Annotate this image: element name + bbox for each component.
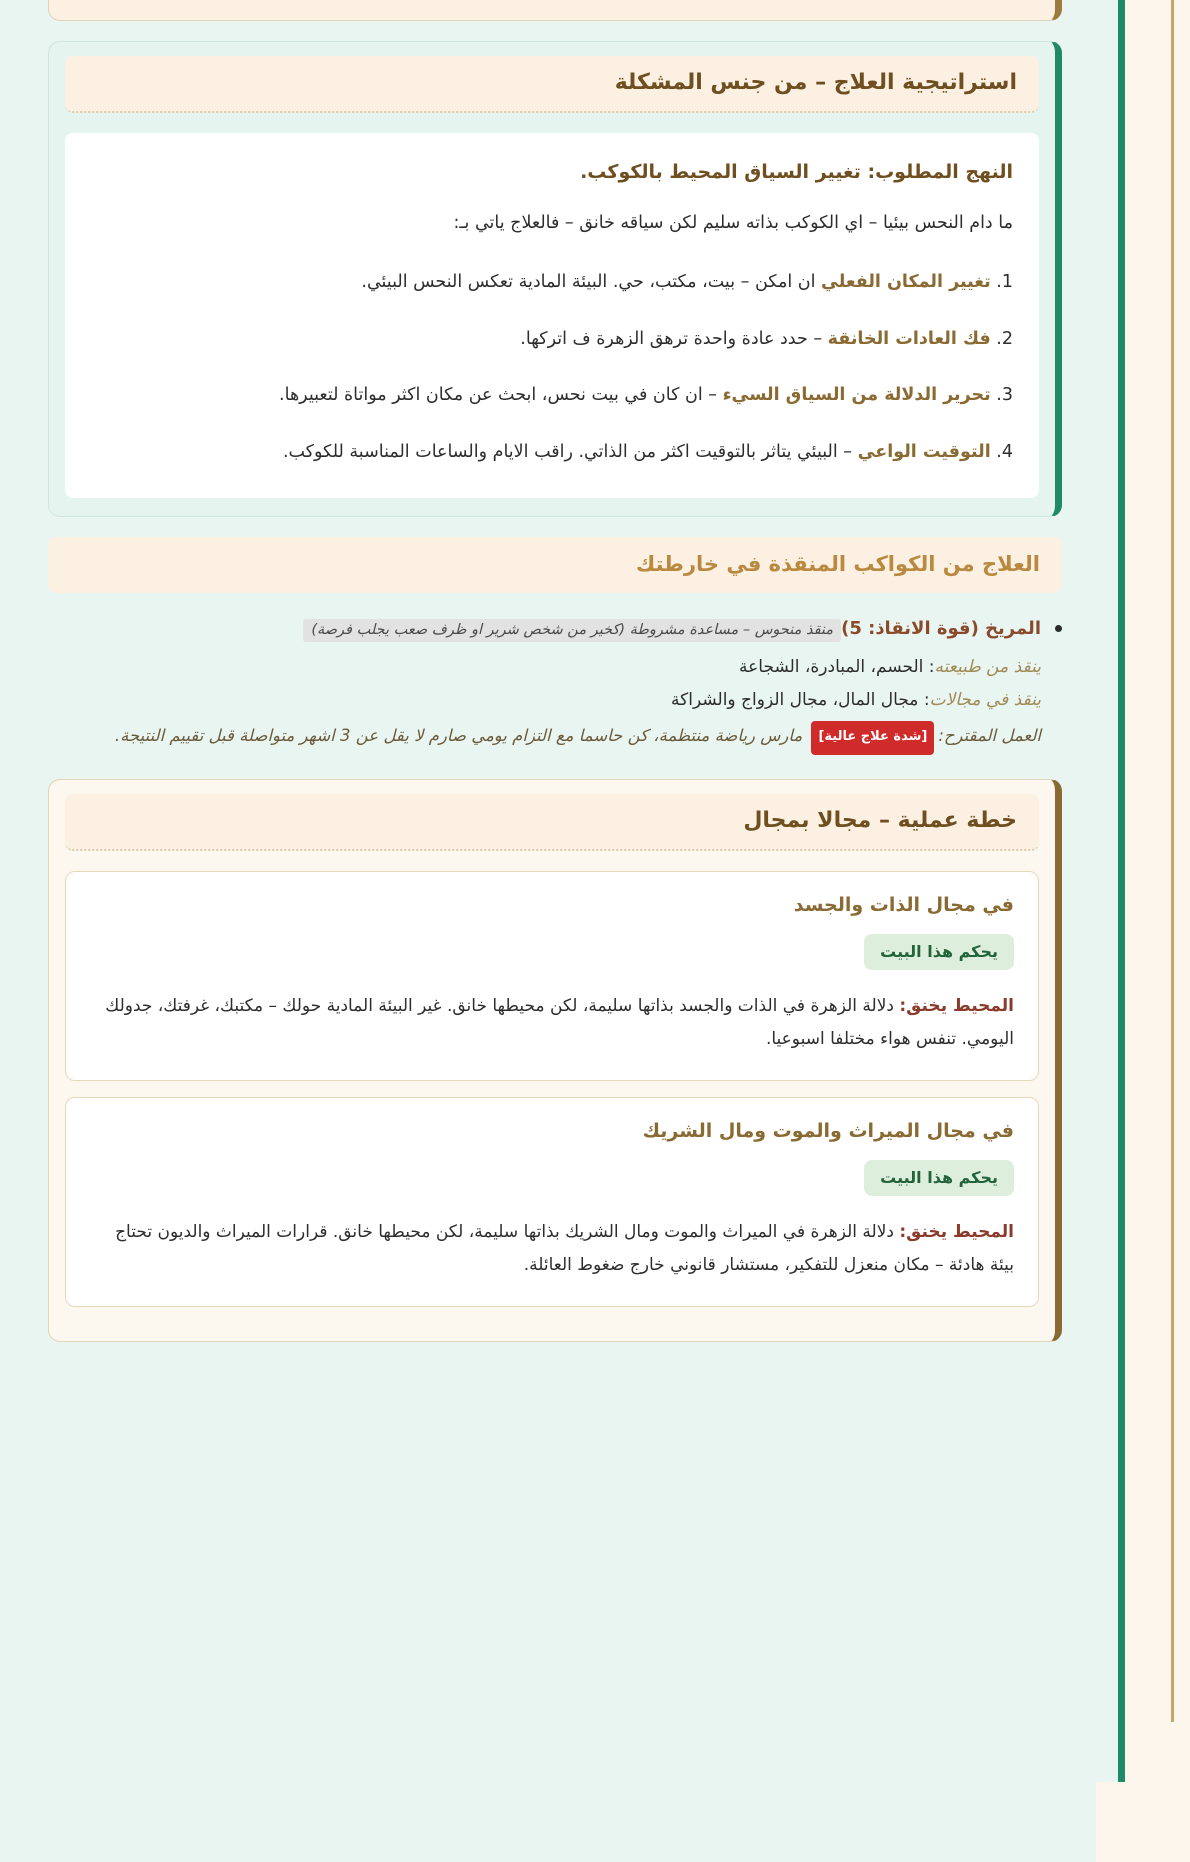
plan-area-text-label: المحيط يخنق:: [899, 1222, 1014, 1243]
rescuers-list: [48, 613, 1062, 755]
plan-area-title: في مجال الميراث والموت ومال الشريك: [642, 1120, 1014, 1143]
plan-header: [65, 794, 1039, 851]
rescuer-fields-value: : مجال المال، مجال الزواج والشراكة: [671, 690, 930, 711]
rescuer-nature-value: : الحسم، المبادرة، الشجاعة: [739, 656, 935, 677]
rescuer-action: [48, 719, 1041, 755]
strategy-item-text: – ان كان في بيت نحس، ابحث عن مكان اكثر مواتاة لتعبيرها.: [279, 385, 723, 406]
plan-area-text-label: المحيط يخنق:: [899, 995, 1014, 1016]
strategy-item-title: تحرير الدلالة من السياق السيء: [722, 385, 991, 406]
rescuer-fields: [48, 684, 1041, 717]
intensity-badge: [شدة علاج عالية]: [811, 721, 934, 755]
rescuers-header: العلاج من الكواكب المنقذة في خارطتك: [48, 537, 1062, 593]
rescuer-nature: [48, 651, 1041, 684]
plan-area-card: [65, 1097, 1039, 1307]
strategy-panel: [65, 133, 1039, 498]
plan-area-title: في مجال الذات والجسد: [793, 893, 1014, 916]
strategy-item: [91, 437, 1013, 468]
list-item: [48, 613, 1062, 755]
strategy-item-title: تغيير المكان الفعلي: [821, 272, 991, 293]
bullet-dot-icon: [1055, 625, 1062, 632]
strategy-item-number: 4.: [996, 441, 1013, 462]
plan-area-card: [65, 871, 1039, 1081]
strategy-item-text: ان امكن – بيت، مكتب، حي. البيئة المادية تعكس النحس البيئي.: [361, 272, 822, 293]
house-ruler-chip: يحكم هذا البيت: [864, 934, 1014, 970]
strategy-item-number: 3.: [996, 385, 1013, 406]
plan-header-title: خطة عملية – مجالا بمجال: [743, 807, 1017, 833]
rescuer-fields-label: ينقذ في مجالات: [929, 690, 1041, 711]
rescuer-action-label: العمل المقترح:: [938, 726, 1041, 746]
house-ruler-chip: يحكم هذا البيت: [864, 1160, 1014, 1196]
strategy-intro: ما دام النحس بيئيا – اي الكوكب بذاته سليم لكن سياقه خانق – فالعلاج ياتي بـ:: [453, 213, 1013, 234]
strategy-item-number: 1.: [996, 272, 1013, 293]
strategy-item: [91, 267, 1013, 298]
strategy-item-text: – البيئي يتاثر بالتوقيت اكثر من الذاتي. راقب الايام والساعات المناسبة للكوكب.: [282, 441, 858, 462]
plan-area-text-body: دلالة الزهرة في الميراث والموت ومال الشريك بذاتها سليمة، لكن محيطها خانق. قرارات الميراث والديون تحتاج بيئة هادئة – مكان منعزل للتفكير، مستشار قانوني خارج ضغوط العائلة.: [115, 1222, 1014, 1276]
rescuer-action-text: مارس رياضة منتظمة، كن حاسما مع التزام يومي صارم لا يقل عن 3 اشهر متواصلة قبل تقييم النتيجة.: [114, 726, 808, 746]
rescuer-body: [48, 613, 1041, 755]
strategy-header: [65, 56, 1039, 113]
plan-area-text-body: دلالة الزهرة في الذات والجسد بذاتها سليمة، لكن محيطها خانق. غير البيئة المادية حولك – مكتبك، غرفتك، جدولك اليومي. تنفس هواء مختلفا اسبوعيا.: [105, 995, 1014, 1050]
strategy-item-text: – حدد عادة واحدة ترهق الزهرة ف اتركها.: [520, 328, 828, 349]
strategy-item-title: التوقيت الواعي: [857, 441, 991, 462]
rescuer-title-line: [48, 613, 1041, 645]
significations-card: [48, 0, 1062, 21]
rescuer-nature-label: ينقذ من طبيعته: [934, 656, 1041, 677]
strategy-card: [48, 41, 1062, 517]
rescuer-tag: منقذ منحوس – مساعدة مشروطة (كخير من شخص شرير او ظرف صعب يجلب فرصة): [303, 619, 841, 642]
strategy-item-title: فك العادات الخانقة: [827, 328, 991, 349]
strategy-item: [91, 324, 1013, 355]
strategy-lead: النهج المطلوب: تغيير السياق المحيط بالكوكب.: [580, 160, 1013, 183]
plan-area-text: [90, 990, 1014, 1056]
plan-area-text: [90, 1216, 1014, 1282]
strategy-item: [91, 380, 1013, 411]
strategy-header-title: استراتيجية العلاج – من جنس المشكلة: [614, 69, 1017, 95]
strategy-item-number: 2.: [996, 328, 1013, 349]
plan-card: [48, 779, 1062, 1343]
rescuer-title: المريخ (قوة الانقاذ: 5): [841, 617, 1041, 639]
